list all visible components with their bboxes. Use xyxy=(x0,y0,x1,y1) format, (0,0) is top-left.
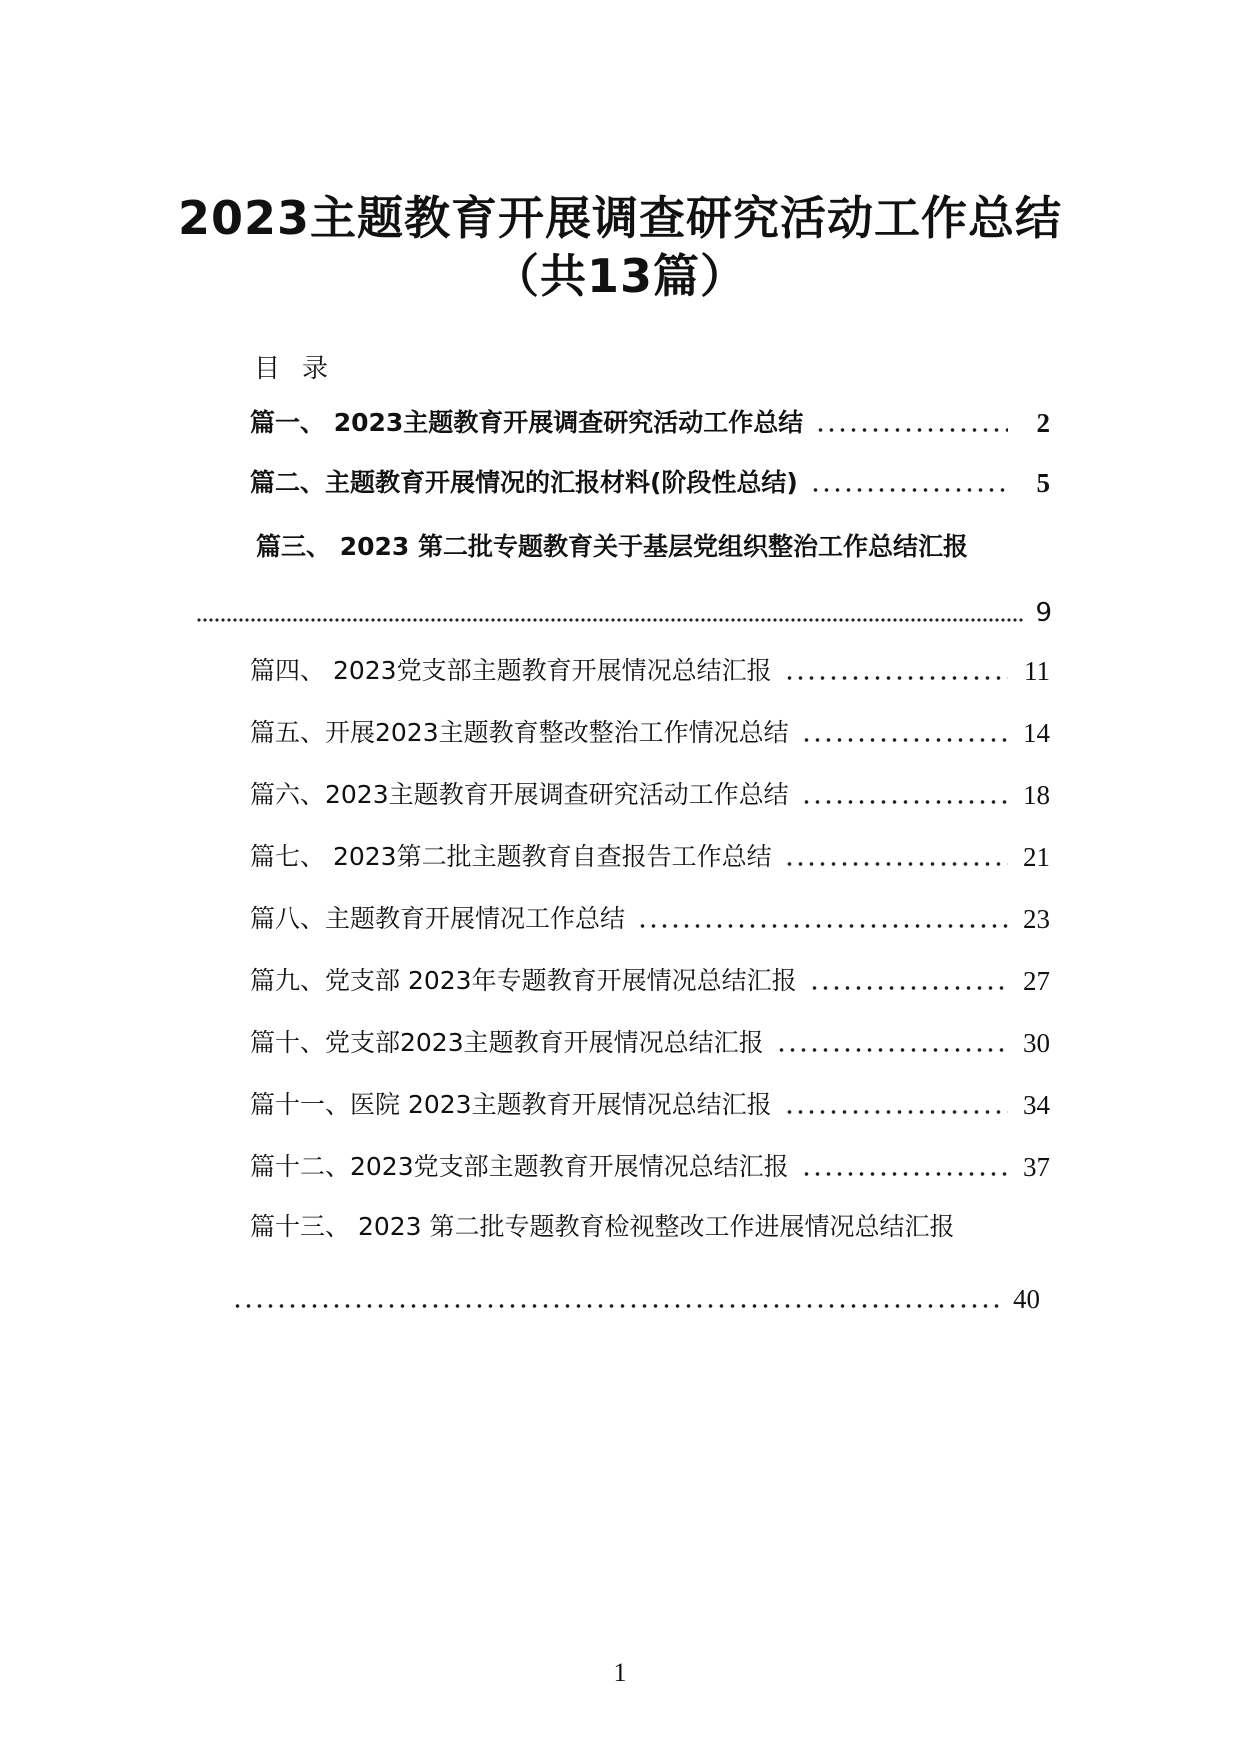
toc-entry-label: 篇六、2023主题教育开展调查研究活动工作总结 xyxy=(250,780,789,809)
page-number: 1 xyxy=(613,1658,627,1687)
document-subtitle: （共13篇） xyxy=(492,249,747,303)
toc-entry-page: 30 xyxy=(1023,1028,1050,1058)
toc-leader xyxy=(810,479,1008,493)
toc-leader xyxy=(815,419,1008,433)
toc-entry-3[interactable]: 篇三、 2023 第二批专题教育关于基层党组织整治工作总结汇报 xyxy=(256,532,968,561)
toc-entry-8[interactable] xyxy=(250,896,1050,936)
toc-leader xyxy=(801,729,1008,743)
toc-entry-label: 篇九、党支部 2023年专题教育开展情况总结汇报 xyxy=(250,966,797,995)
toc-entry-page: 27 xyxy=(1023,966,1050,996)
toc-leader xyxy=(784,667,1008,681)
toc-entry-label: 篇五、开展2023主题教育整改整治工作情况总结 xyxy=(250,718,789,747)
toc-leader xyxy=(801,1163,1008,1177)
toc-entry-label: 篇十、党支部2023主题教育开展情况总结汇报 xyxy=(250,1028,764,1057)
toc-entry-page: 37 xyxy=(1023,1152,1050,1182)
toc-entry-11[interactable] xyxy=(250,1082,1050,1122)
toc-entry-label: 篇二、主题教育开展情况的汇报材料(阶段性总结) xyxy=(250,468,798,497)
toc-entry-6[interactable] xyxy=(250,772,1050,812)
toc-entry-label: 篇四、 2023党支部主题教育开展情况总结汇报 xyxy=(250,656,772,685)
toc-entry-13[interactable]: 篇十三、 2023 第二批专题教育检视整改工作进展情况总结汇报 xyxy=(250,1212,955,1241)
toc-entry-7[interactable] xyxy=(250,834,1050,874)
toc-entry-label: 篇一、 2023主题教育开展调查研究活动工作总结 xyxy=(250,408,804,437)
document-title: 2023主题教育开展调查研究活动工作总结 xyxy=(177,191,1063,245)
toc-entry-page: 11 xyxy=(1024,656,1050,686)
toc-entry-page: 40 xyxy=(1013,1284,1040,1314)
toc-entry-12[interactable] xyxy=(250,1144,1050,1184)
toc-entry-4[interactable] xyxy=(250,648,1050,688)
toc-entry-1[interactable] xyxy=(250,400,1050,440)
toc-entry-10[interactable] xyxy=(250,1020,1050,1060)
toc-entry-page: 18 xyxy=(1023,780,1050,810)
toc-leader xyxy=(776,1039,1008,1053)
toc-entry-page: 2 xyxy=(1036,408,1050,438)
toc-leader xyxy=(784,853,1008,867)
toc-entry-page: 23 xyxy=(1023,904,1050,934)
toc-entry-9[interactable] xyxy=(250,958,1050,998)
toc-entry-page: 9 xyxy=(1035,598,1052,628)
toc-entry-label: 篇十二、2023党支部主题教育开展情况总结汇报 xyxy=(250,1152,789,1181)
toc-heading: 目录 xyxy=(254,354,351,384)
toc-leader xyxy=(637,915,1008,929)
toc-leader xyxy=(784,1101,1008,1115)
toc-entry-label: 篇七、 2023第二批主题教育自查报告工作总结 xyxy=(250,842,772,871)
toc-leader xyxy=(196,609,1025,623)
toc-entry-page: 34 xyxy=(1023,1090,1050,1120)
toc-leader xyxy=(801,791,1008,805)
toc-entry-2[interactable] xyxy=(250,460,1050,500)
toc-entry-5[interactable] xyxy=(250,710,1050,750)
toc-entry-13-continuation[interactable] xyxy=(232,1276,1040,1316)
toc-entry-label: 篇十一、医院 2023主题教育开展情况总结汇报 xyxy=(250,1090,772,1119)
toc-entry-page: 21 xyxy=(1023,842,1050,872)
toc-leader xyxy=(232,1295,1003,1309)
toc-entry-label: 篇八、主题教育开展情况工作总结 xyxy=(250,904,626,933)
toc-entry-page: 14 xyxy=(1023,718,1050,748)
toc-entry-3-continuation[interactable] xyxy=(196,590,1052,630)
toc-entry-page: 5 xyxy=(1036,468,1050,498)
toc-leader xyxy=(809,977,1008,991)
